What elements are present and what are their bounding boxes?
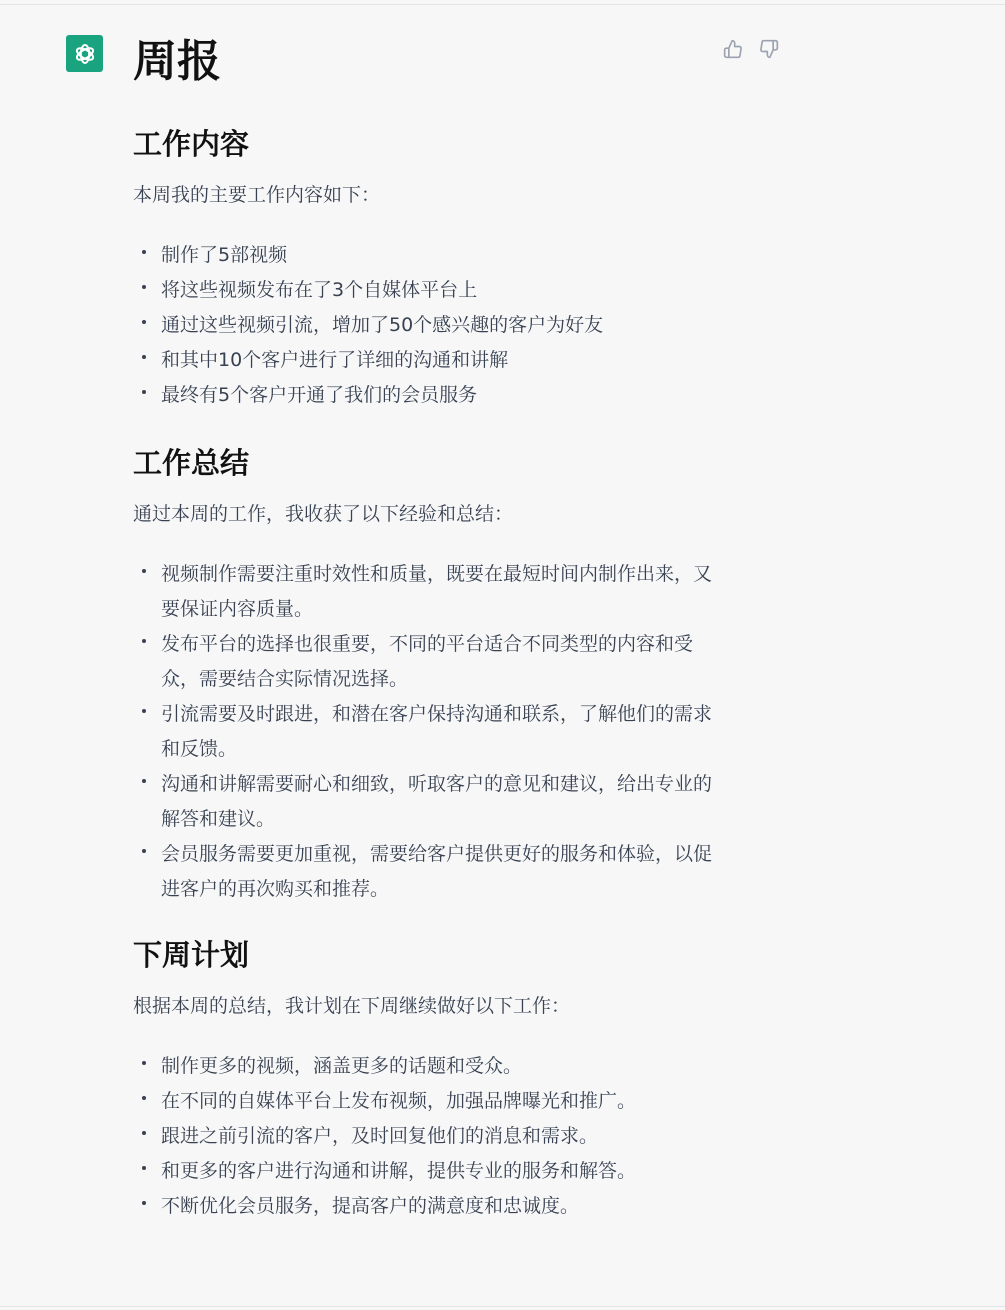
- openai-logo-icon: [72, 41, 98, 67]
- bullet-list: [133, 557, 713, 907]
- list-item: 将这些视频发布在了3个自媒体平台上: [133, 273, 713, 308]
- list-item: 跟进之前引流的客户，及时回复他们的消息和需求。: [133, 1119, 713, 1154]
- feedback-buttons: [722, 38, 780, 60]
- thumbs-down-icon: [759, 39, 779, 59]
- message-content: [133, 30, 713, 1224]
- thumbs-down-button[interactable]: [758, 38, 780, 60]
- list-item: 和其中10个客户进行了详细的沟通和讲解: [133, 343, 713, 378]
- list-item: 会员服务需要更加重视，需要给客户提供更好的服务和体验，以促进客户的再次购买和推荐。: [133, 837, 713, 907]
- section-work-content: [133, 124, 713, 413]
- section-next-week-plan: [133, 935, 713, 1224]
- thumbs-up-icon: [723, 39, 743, 59]
- report-title: 周报: [133, 36, 221, 87]
- section-heading: 工作内容: [133, 127, 250, 161]
- section-intro: 本周我的主要工作内容如下：: [133, 184, 381, 206]
- list-item: 和更多的客户进行沟通和讲解，提供专业的服务和解答。: [133, 1154, 713, 1189]
- section-heading: 工作总结: [133, 446, 250, 480]
- list-item: 引流需要及时跟进，和潜在客户保持沟通和联系，了解他们的需求和反馈。: [133, 697, 713, 767]
- list-item: 发布平台的选择也很重要，不同的平台适合不同类型的内容和受众，需要结合实际情况选择。: [133, 627, 713, 697]
- list-item: 最终有5个客户开通了我们的会员服务: [133, 378, 713, 413]
- list-item: 制作更多的视频，涵盖更多的话题和受众。: [133, 1049, 713, 1084]
- list-item: 在不同的自媒体平台上发布视频，加强品牌曝光和推广。: [133, 1084, 713, 1119]
- bullet-list: [133, 1049, 713, 1224]
- assistant-avatar: [66, 35, 103, 72]
- list-item: 制作了5部视频: [133, 238, 713, 273]
- section-work-summary: [133, 443, 713, 907]
- list-item: 沟通和讲解需要耐心和细致，听取客户的意见和建议，给出专业的解答和建议。: [133, 767, 713, 837]
- bottom-divider: [0, 1306, 1005, 1307]
- thumbs-up-button[interactable]: [722, 38, 744, 60]
- list-item: 通过这些视频引流，增加了50个感兴趣的客户为好友: [133, 308, 713, 343]
- top-divider: [0, 4, 1005, 5]
- list-item: 不断优化会员服务，提高客户的满意度和忠诚度。: [133, 1189, 713, 1224]
- section-intro: 根据本周的总结，我计划在下周继续做好以下工作：: [133, 995, 571, 1017]
- bullet-list: [133, 238, 713, 413]
- section-intro: 通过本周的工作，我收获了以下经验和总结：: [133, 503, 514, 525]
- section-heading: 下周计划: [133, 938, 250, 972]
- list-item: 视频制作需要注重时效性和质量，既要在最短时间内制作出来，又要保证内容质量。: [133, 557, 713, 627]
